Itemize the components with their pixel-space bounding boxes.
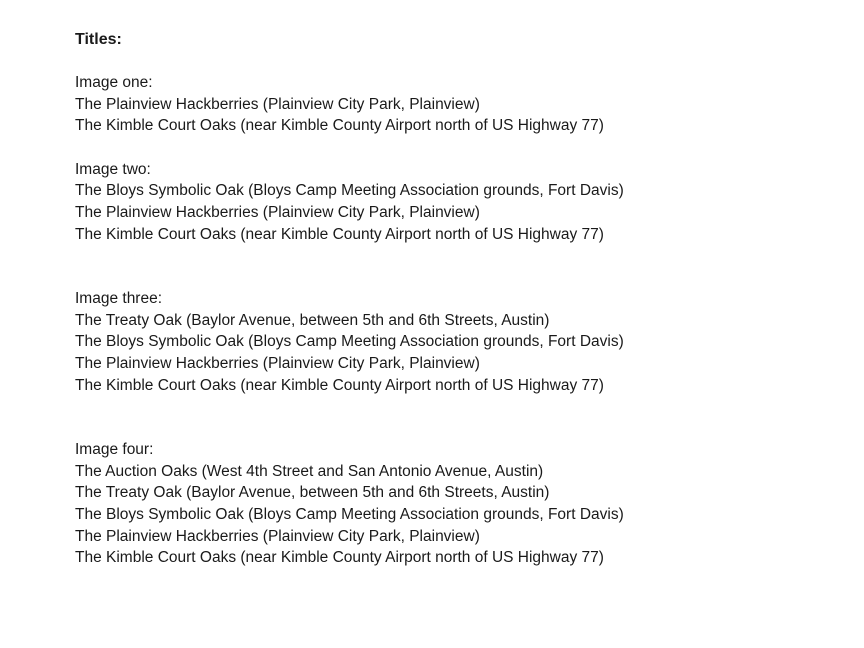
page-title: Titles: <box>75 31 122 48</box>
title-line: The Bloys Symbolic Oak (Bloys Camp Meeting Association grounds, Fort Davis) <box>75 333 624 351</box>
title-line: The Treaty Oak (Baylor Avenue, between 5th and 6th Streets, Austin) <box>75 484 550 502</box>
section-label: Image three: <box>75 290 163 308</box>
section-image-one <box>75 72 855 137</box>
title-line: The Plainview Hackberries (Plainview City Park, Plainview) <box>75 203 480 221</box>
title-line: The Bloys Symbolic Oak (Bloys Camp Meeting Association grounds, Fort Davis) <box>75 182 624 200</box>
title-line: The Bloys Symbolic Oak (Bloys Camp Meeting Association grounds, Fort Davis) <box>75 505 624 523</box>
section-image-four <box>75 439 855 569</box>
title-line: The Kimble Court Oaks (near Kimble County Airport north of US Highway 77) <box>75 549 604 567</box>
document-page <box>75 29 855 569</box>
section-label: Image four: <box>75 441 154 459</box>
section-image-three <box>75 288 855 396</box>
title-line: The Kimble Court Oaks (near Kimble County Airport north of US Highway 77) <box>75 225 604 243</box>
title-line: The Plainview Hackberries (Plainview City Park, Plainview) <box>75 527 480 545</box>
title-line: The Plainview Hackberries (Plainview City Park, Plainview) <box>75 354 480 372</box>
section-image-two <box>75 159 855 245</box>
title-line: The Plainview Hackberries (Plainview City Park, Plainview) <box>75 95 480 113</box>
section-label: Image two: <box>75 160 151 178</box>
title-line: The Treaty Oak (Baylor Avenue, between 5th and 6th Streets, Austin) <box>75 311 550 329</box>
title-line: The Kimble Court Oaks (near Kimble County Airport north of US Highway 77) <box>75 376 604 394</box>
title-line: The Auction Oaks (West 4th Street and San Antonio Avenue, Austin) <box>75 462 544 480</box>
title-line: The Kimble Court Oaks (near Kimble County Airport north of US Highway 77) <box>75 117 604 135</box>
section-label: Image one: <box>75 74 153 91</box>
